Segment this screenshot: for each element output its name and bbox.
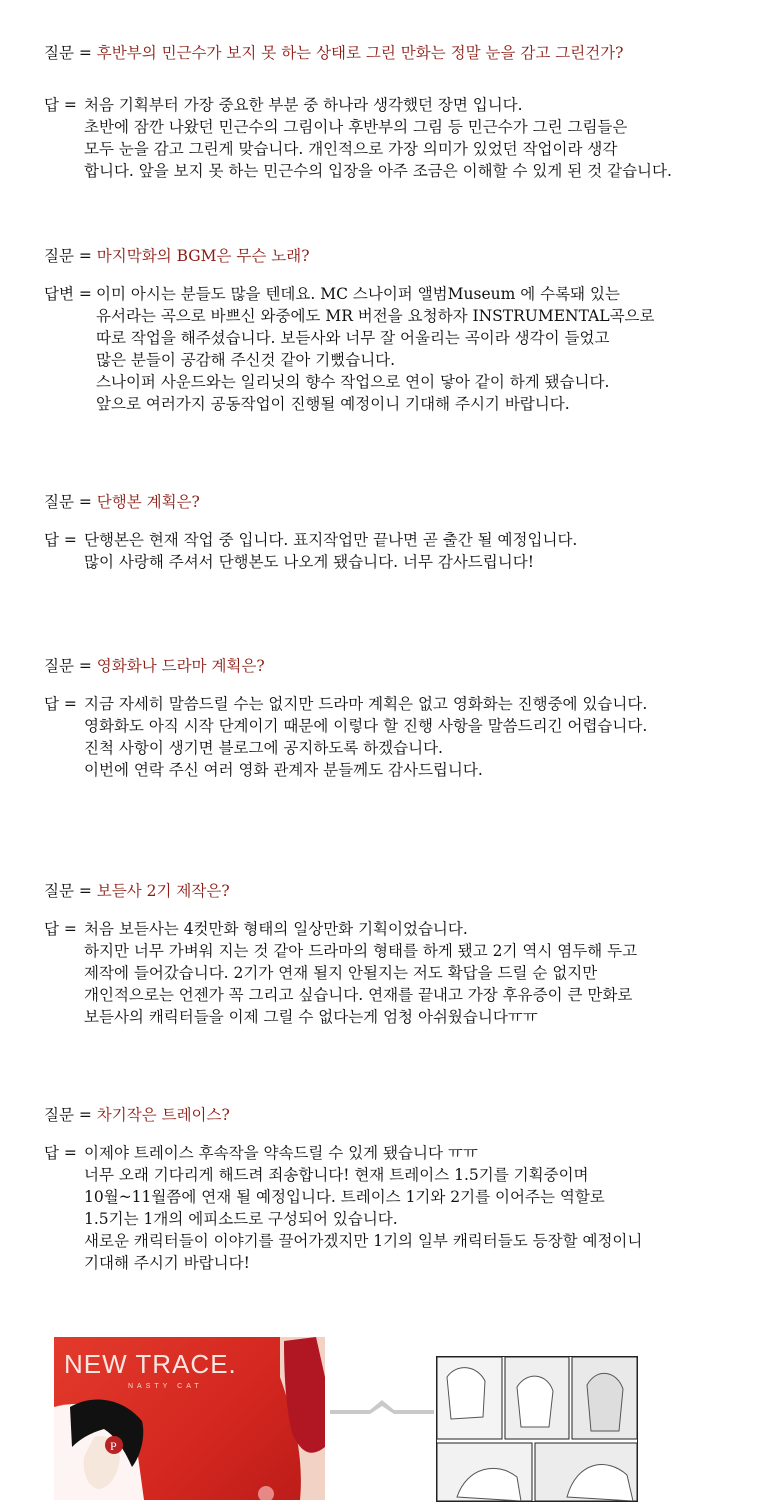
answer-line: 1.5기는 1개의 에피소드로 구성되어 있습니다.: [84, 1210, 398, 1228]
answer-line: 이미 아시는 분들도 많을 텐데요. MC 스나이퍼 앨범Museum 에 수록돼 있는: [96, 285, 620, 303]
answer: 답 = 단행본은 현재 작업 중 입니다. 표지작업만 끝나면 곧 출간 될 예정입니다. 많이 사랑해 주셔서 단행본도 나오게 됐습니다. 너무 감사드립니다!: [44, 531, 578, 571]
answer-line: 유서라는 곡으로 바쁘신 와중에도 MR 버전을 요청하자 INSTRUMENTAL곡으로: [96, 307, 655, 325]
answer-line: 기대해 주시기 바랍니다!: [84, 1254, 250, 1272]
poster-title: NEW TRACE.: [64, 1349, 237, 1379]
answer-line: 많은 분들이 공감해 주신것 같아 기뻤습니다.: [96, 351, 396, 369]
answer-line: 이제야 트레이스 후속작을 약속드릴 수 있게 됐습니다 ㅠㅠ: [84, 1144, 478, 1162]
question: 질문 = 차기작은 트레이스?: [44, 1106, 230, 1124]
answer: 답 = 처음 보듣사는 4컷만화 형태의 일상만화 기획이었습니다. 하지만 너무 가벼워 지는 것 같아 드라마의 형태를 하게 됐고 2기 역시 염두해 두고 제작에 들어갔습니다. 2기가 연재 될지 안될지는 저도 확답을 드릴 순 없지만 개인적으로는 언젠가 꼭 그리고 싶습니다. 연재를 끝내고 가장 후유증이 큰 만화로 보듣사의 캐릭터들을 이제 그릴 수 없다는게 엄청 아쉬웠습니다ㅠㅠ: [44, 920, 638, 1026]
answer-line: 제작에 들어갔습니다. 2기가 연재 될지 안될지는 저도 확답을 드릴 순 없지만: [84, 964, 598, 982]
answer-line: 앞으로 여러가지 공동작업이 진행될 예정이니 기대해 주시기 바랍니다.: [96, 395, 570, 413]
qa-section-3: [44, 491, 577, 573]
question: 질문 = 마지막화의 BGM은 무슨 노래?: [44, 247, 310, 265]
answer-line: 처음 보듣사는 4컷만화 형태의 일상만화 기획이었습니다.: [84, 920, 468, 938]
answer-line: 보듣사의 캐릭터들을 이제 그릴 수 없다는게 엄청 아쉬웠습니다ㅠㅠ: [84, 1008, 538, 1026]
answer-line: 새로운 캐릭터들이 이야기를 끌어가겠지만 1기의 일부 캐릭터들도 등장할 예정이니: [84, 1232, 643, 1250]
answer-line: 합니다. 앞을 보지 못 하는 민근수의 입장을 아주 조금은 이해할 수 있게 된 것 같습니다.: [84, 162, 672, 180]
answer: 답변 = 이미 아시는 분들도 많을 텐데요. MC 스나이퍼 앨범Museum 에 수록돼 있는 유서라는 곡으로 바쁘신 와중에도 MR 버전을 요청하자 INSTRUMENTAL곡으로 따로 작업을 해주셨습니다. 보듣사와 너무 잘 어울리는 곡이라 생각이 들었고 많은 분들이 공감해 주신것 같아 기뻤습니다. 스나이퍼 사운드와는 일리닛의 향수 작업으로 연이 닿아 같이 하게 됐습니다. 앞으로 여러가지 공동작업이 진행될 예정이니 기대해 주시기 바랍니다.: [44, 285, 655, 413]
answer-line: 개인적으로는 언젠가 꼭 그리고 싶습니다. 연재를 끝내고 가장 후유증이 큰 만화로: [84, 986, 633, 1004]
answer: 답 = 지금 자세히 말씀드릴 수는 없지만 드라마 계획은 없고 영화화는 진행중에 있습니다. 영화화도 아직 시작 단계이기 때문에 이렇다 할 진행 사항을 말씀드리긴 어렵습니다. 진척 사항이 생기면 블로그에 공지하도록 하겠습니다. 이번에 연락 주신 여러 영화 관계자 분들께도 감사드립니다.: [44, 695, 648, 779]
answer-line: 많이 사랑해 주셔서 단행본도 나오게 됐습니다. 너무 감사드립니다!: [84, 553, 534, 571]
poster-subtitle: NASTY CAT: [128, 1383, 203, 1390]
answer-line: 영화화도 아직 시작 단계이기 때문에 이렇다 할 진행 사항을 말씀드리긴 어렵습니다.: [84, 717, 648, 735]
question: 질문 = 단행본 계획은?: [44, 493, 200, 511]
answer-line: 단행본은 현재 작업 중 입니다. 표지작업만 끝나면 곧 출간 될 예정입니다.: [84, 531, 578, 549]
answer: 답 = 처음 기획부터 가장 중요한 부분 중 하나라 생각했던 장면 입니다. 초반에 잠깐 나왔던 민근수의 그림이나 후반부의 그림 등 민근수가 그린 그림들은 모두 눈을 감고 그린게 맞습니다. 개인적으로 가장 의미가 있었던 작업이라 생각 합니다. 앞을 보지 못 하는 민근수의 입장을 아주 조금은 이해할 수 있게 된 것 같습니다.: [44, 96, 672, 180]
answer-line: 이번에 연락 주신 여러 영화 관계자 분들께도 감사드립니다.: [84, 761, 483, 779]
image-strip: [0, 1328, 760, 1500]
arrow-icon: [330, 1398, 434, 1420]
answer-line: 하지만 너무 가벼워 지는 것 같아 드라마의 형태를 하게 됐고 2기 역시 염두해 두고: [84, 942, 638, 960]
answer-line: 초반에 잠깐 나왔던 민근수의 그림이나 후반부의 그림 등 민근수가 그린 그림들은: [84, 118, 628, 136]
comic-panels-illustration: [437, 1357, 637, 1501]
qa-section-1: [44, 42, 672, 182]
question: 질문 = 후반부의 민근수가 보지 못 하는 상태로 그린 만화는 정말 눈을 감고 그린건가?: [44, 44, 624, 62]
answer-line: 스나이퍼 사운드와는 일리닛의 향수 작업으로 연이 닿아 같이 하게 됐습니다.: [96, 373, 610, 391]
poster-character-illustration: [54, 1337, 325, 1500]
qa-section-5: [44, 880, 637, 1028]
answer-line: 너무 오래 기다리게 해드려 죄송합니다! 현재 트레이스 1.5기를 기획중이며: [84, 1166, 589, 1184]
qa-section-6: [44, 1104, 642, 1274]
answer-line: 진척 사항이 생기면 블로그에 공지하도록 하겠습니다.: [84, 739, 443, 757]
answer-line: 모두 눈을 감고 그린게 맞습니다. 개인적으로 가장 의미가 있었던 작업이라 생각: [84, 140, 618, 158]
svg-text:P: P: [110, 1439, 117, 1453]
question: 질문 = 영화화나 드라마 계획은?: [44, 657, 265, 675]
answer-line: 처음 기획부터 가장 중요한 부분 중 하나라 생각했던 장면 입니다.: [84, 96, 523, 114]
answer-line: 따로 작업을 해주셨습니다. 보듣사와 너무 잘 어울리는 곡이라 생각이 들었고: [96, 329, 610, 347]
answer-line: 지금 자세히 말씀드릴 수는 없지만 드라마 계획은 없고 영화화는 진행중에 있습니다.: [84, 695, 648, 713]
answer: 답 = 이제야 트레이스 후속작을 약속드릴 수 있게 됐습니다 ㅠㅠ 너무 오래 기다리게 해드려 죄송합니다! 현재 트레이스 1.5기를 기획중이며 10월~11월쯤에 연재 될 예정입니다. 트레이스 1기와 2기를 이어주는 역할로 1.5기는 1개의 에피소드로 구성되어 있습니다. 새로운 캐릭터들이 이야기를 끌어가겠지만 1기의 일부 캐릭터들도 등장할 예정이니 기대해 주시기 바랍니다!: [44, 1144, 643, 1272]
comic-panels-image: [436, 1356, 638, 1502]
answer-line: 10월~11월쯤에 연재 될 예정입니다. 트레이스 1기와 2기를 이어주는 역할로: [84, 1188, 605, 1206]
qa-section-2: [44, 245, 655, 415]
qa-section-4: [44, 655, 647, 781]
new-trace-poster-image: [54, 1337, 325, 1500]
question: 질문 = 보듣사 2기 제작은?: [44, 882, 230, 900]
